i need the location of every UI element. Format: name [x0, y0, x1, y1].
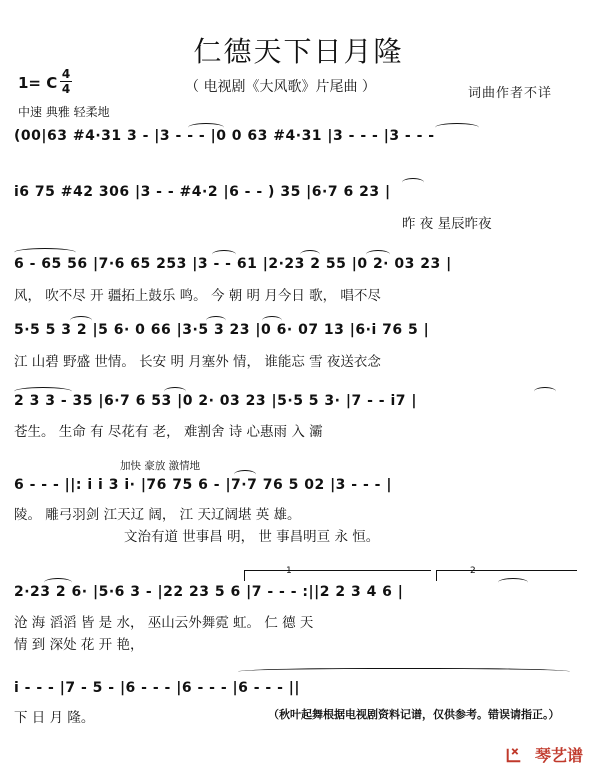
notation-row-2: i6 75 #42 306 |3 - - #4·2 |6 - - ) 35 |6·7 6 23 |	[14, 184, 391, 200]
lyric-row-4: 江 山碧 野盛 世情。 长安 明 月塞外 情， 谁能忘 雪 夜送衣念	[14, 354, 381, 370]
notation-row-5: 2 3 3 - 35 |6·7 6 53 |0 2· 03 23 |5·5 5 3· |7 - - i7 |	[14, 393, 417, 409]
composer-credit: 词曲作者不详	[468, 86, 553, 101]
slur	[402, 178, 424, 187]
time-signature-top: 4	[61, 67, 71, 81]
logo-icon	[505, 746, 523, 764]
tempo-marking: 中速 典雅 轻柔地	[18, 105, 110, 119]
slur	[262, 316, 282, 325]
notation-row-7: 2·23 2 6· |5·6 3 - |22 23 5 6 |7 - - - :||2 2 3 4 6 |	[14, 584, 404, 600]
volta-number-2: 2	[470, 566, 476, 576]
slur	[14, 248, 76, 257]
lyric-row-5: 苍生。 生命 有 尽花有 老， 难割舍 诗 心惠雨 入 灞	[14, 424, 323, 440]
slur	[238, 668, 570, 677]
expression-marking: 加快 豪放 激情地	[120, 460, 201, 472]
slur	[188, 123, 224, 132]
slur	[44, 578, 72, 587]
time-signature-bottom: 4	[61, 82, 71, 96]
logo-text: 琴艺谱	[534, 746, 583, 765]
notation-row-6: 6 - - - ||: i i 3 i· |76 75 6 - |7·7 76 5 02 |3 - - - |	[14, 477, 392, 493]
lyric-row-2: 昨 夜 星辰昨夜	[402, 216, 492, 232]
key-signature: 1= C	[18, 74, 58, 92]
slur	[70, 316, 92, 325]
slur	[206, 316, 226, 325]
slur	[14, 387, 72, 396]
slur	[366, 250, 390, 259]
notation-row-8: i - - - |7 - 5 - |6 - - - |6 - - - |6 - - - ||	[14, 680, 301, 696]
slur	[498, 578, 528, 587]
time-signature	[60, 68, 72, 95]
lyric-row-7-verse-2: 情 到 深处 花 开 艳，	[14, 637, 144, 653]
volta-number-1: 1	[286, 566, 292, 576]
notation-row-1: (00|63 #4·31 3 - |3 - - - |0 0 63 #4·31 |3 - - - |3 - - -	[14, 128, 435, 144]
slur	[234, 470, 256, 479]
lyric-row-8: 下 日 月 隆。	[14, 710, 95, 726]
lyric-row-7-verse-1: 沧 海 滔滔 皆 是 水， 巫山云外舞霓 虹。 仁 德 天	[14, 615, 314, 631]
notation-row-4: 5·5 5 3 2 |5 6· 0 66 |3·5 3 23 |0 6· 07 13 |6·i 76 5 |	[14, 322, 430, 338]
slur	[300, 250, 320, 259]
slur	[435, 123, 479, 132]
song-title: 仁德天下日月隆	[193, 35, 404, 68]
lyric-row-6-verse-2: 文治有道 世事昌 明， 世 事昌明亘 永 恒。	[124, 529, 380, 545]
slur	[534, 387, 556, 396]
transcription-note: （秋叶起舞根据电视剧资料记谱，仅供参考。错误请指正。）	[268, 708, 560, 721]
slur	[164, 387, 186, 396]
volta-bracket-1	[244, 570, 431, 581]
lyric-row-3: 风， 吹不尽 开 疆拓上鼓乐 鸣。 今 朝 明 月今日 歌， 唱不尽	[14, 288, 381, 304]
notation-row-3: 6 - 65 56 |7·6 65 253 |3 - - 61 |2·23 2 55 |0 2· 03 23 |	[14, 256, 452, 272]
slur	[212, 250, 236, 259]
lyric-row-6-verse-1: 陵。 雕弓羽剑 江天辽 阔， 江 天辽阔堪 英 雄。	[14, 507, 301, 523]
song-subtitle: （ 电视剧《大风歌》片尾曲 ）	[185, 79, 376, 95]
